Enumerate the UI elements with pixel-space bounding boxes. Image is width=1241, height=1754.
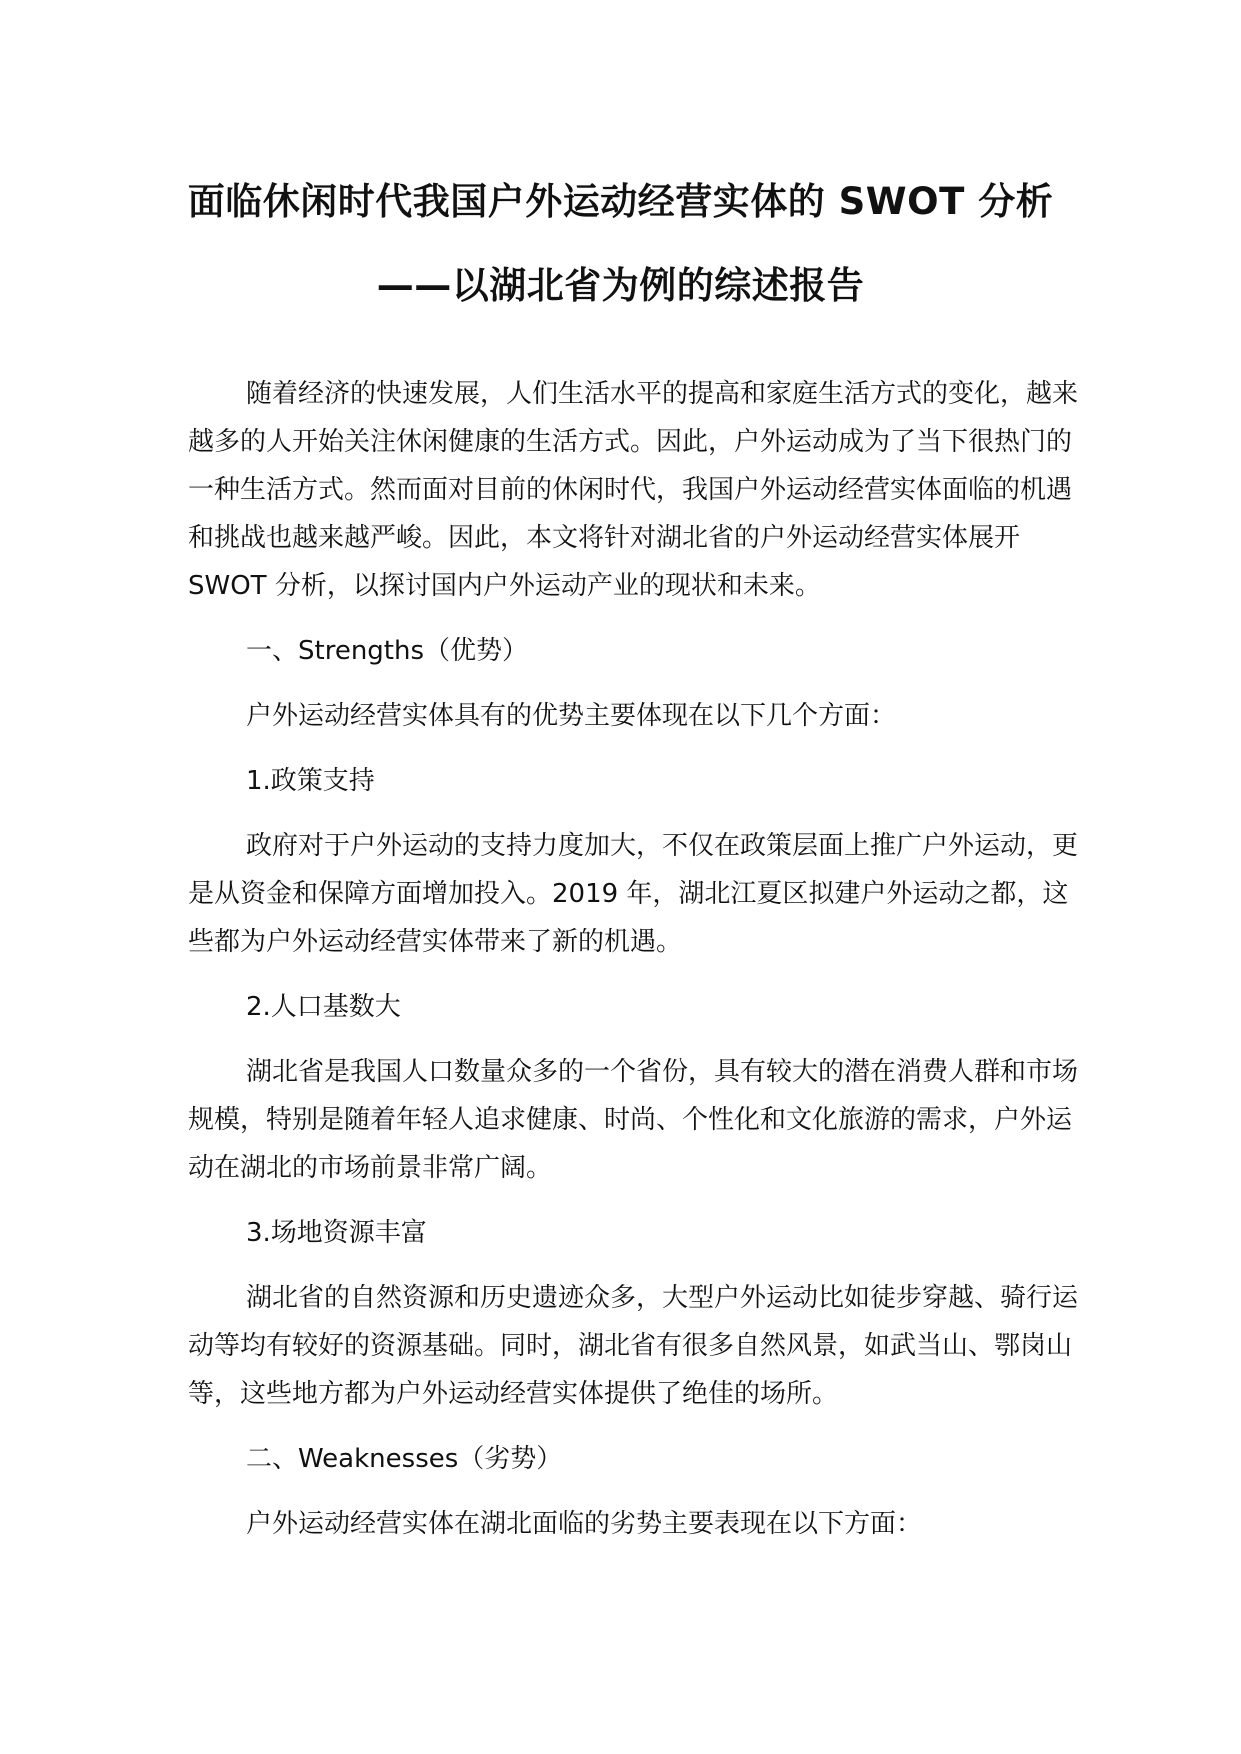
section-heading-weaknesses: 二、Weaknesses（劣势） bbox=[246, 1444, 563, 1474]
subheading-policy-support: 1.政策支持 bbox=[246, 766, 375, 796]
document-title: 面临休闲时代我国户外运动经营实体的 SWOT 分析 bbox=[187, 180, 1054, 223]
subheading-venue-resources: 3.场地资源丰富 bbox=[246, 1218, 427, 1248]
strengths-intro-paragraph: 户外运动经营实体具有的优势主要体现在以下几个方面： bbox=[246, 701, 897, 731]
document-subtitle: ——以湖北省为例的综述报告 bbox=[376, 264, 865, 307]
section-heading-strengths: 一、Strengths（优势） bbox=[246, 636, 529, 666]
document-body bbox=[188, 370, 1078, 1548]
population-paragraph: 湖北省是我国人口数量众多的一个省份，具有较大的潜在消费人群和市场规模，特别是随着年轻人追求健康、时尚、个性化和文化旅游的需求，户外运动在湖北的市场前景非常广阔。 bbox=[188, 1057, 1079, 1183]
policy-support-paragraph: 政府对于户外运动的支持力度加大，不仅在政策层面上推广户外运动，更是从资金和保障方面增加投入。2019 年，湖北江夏区拟建户外运动之都，这些都为户外运动经营实体带来了新的机遇。 bbox=[188, 831, 1079, 957]
intro-paragraph: 随着经济的快速发展，人们生活水平的提高和家庭生活方式的变化，越来越多的人开始关注休闲健康的生活方式。因此，户外运动成为了当下很热门的一种生活方式。然而面对目前的休闲时代，我国户外运动经营实体面临的机遇和挑战也越来越严峻。因此，本文将针对湖北省的户外运动经营实体展开 SWOT 分析，以探讨国内户外运动产业的现状和未来。 bbox=[188, 379, 1079, 601]
subheading-population: 2.人口基数大 bbox=[246, 992, 401, 1022]
weaknesses-intro-paragraph: 户外运动经营实体在湖北面临的劣势主要表现在以下方面： bbox=[246, 1509, 923, 1539]
venue-resources-paragraph: 湖北省的自然资源和历史遗迹众多，大型户外运动比如徒步穿越、骑行运动等均有较好的资源基础。同时，湖北省有很多自然风景，如武当山、鄂岗山等，这些地方都为户外运动经营实体提供了绝佳的场所。 bbox=[188, 1283, 1079, 1409]
